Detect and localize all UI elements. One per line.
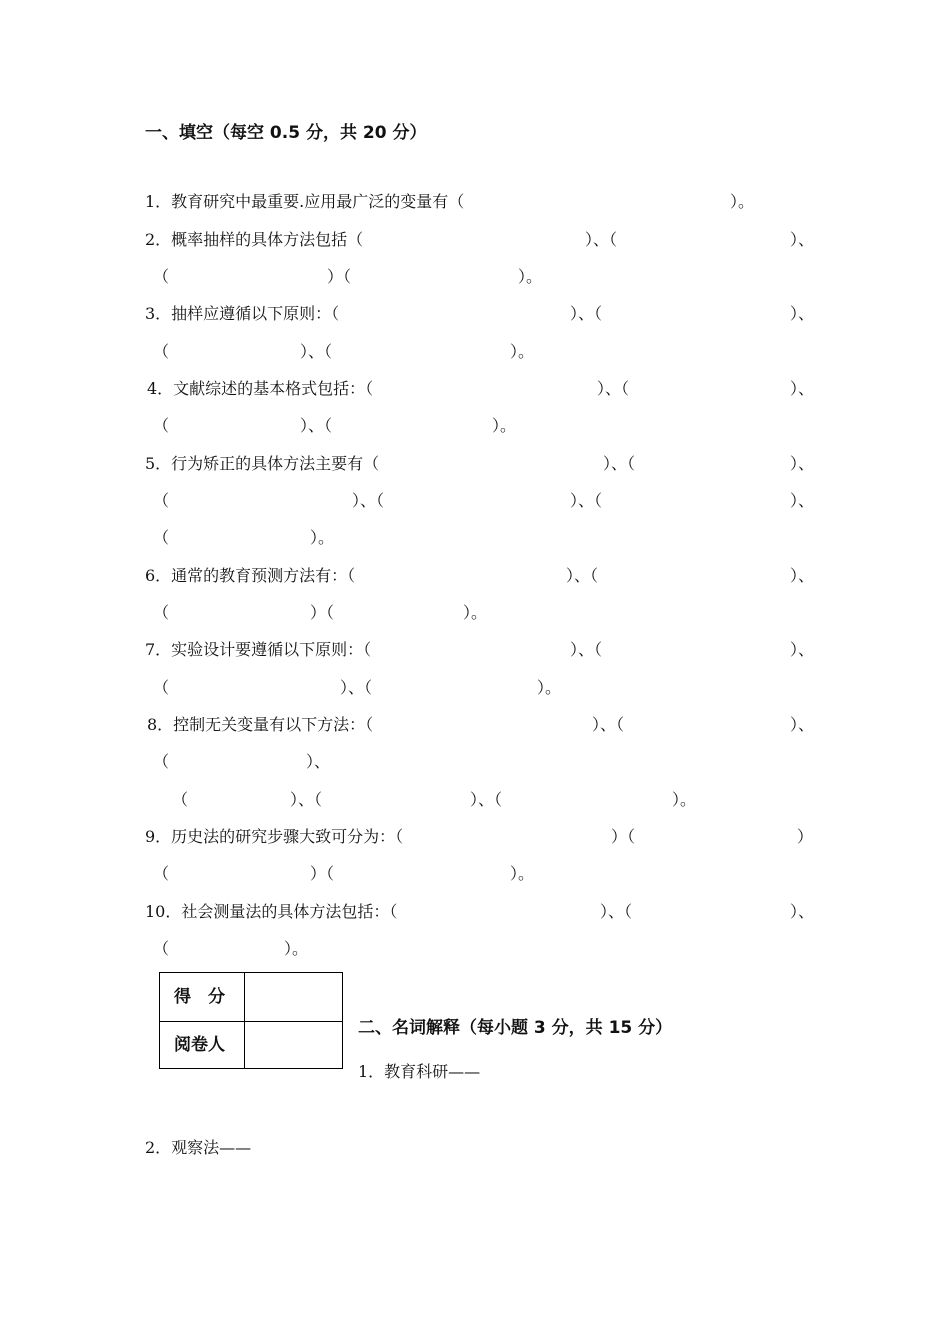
- question-text: 4．文献综述的基本格式包括：（: [147, 379, 374, 398]
- exam-page: 一、填空（每空 0.5 分，共 20 分） 1．教育研究中最重要.应用最广泛的变量有（ ）。 2．概率抽样的具体方法包括（ ）、（ ）、 （ ）（ ）。 3．抽样应遵循以下原则：（ ）、（ ）、 （ ）、（ ）。 4．文献综述的基本格式包括：（ ）、（ ）、 （ ）、（ ）。 5．行为矫正的具体方法主要有（ ）、（ ）、 （ ）、（ ）、（ ）、 （ ）。 6．通常的教育预测方法有：（ ）、（ ）、 （ ）（ ）。 7．实验设计要遵循以下原则：（ ）、（ ）、 （ ）、（ ）。 8．控制无关变量有以下方法：（ ）、（ ）、 （ ）、 （ ）、（ ）、（ ）。 9．历史法的研究步骤大致可分为：（ ）（ ） （ ）（ ）。 10．社会测量法的具体方法包括：（ ）、（ ）、 （ ）。 得 分 阅卷人 二、名词解释（每小题 3 分，共 15 分） 1．教育科研—— 2．观察法——: [0, 0, 950, 1344]
- score-row: [160, 973, 342, 1022]
- question-text: 3．抽样应遵循以下原则：（: [145, 304, 340, 323]
- blank-bracket: ）、: [306, 752, 331, 771]
- question-text: 8．控制无关变量有以下方法：（: [147, 715, 374, 734]
- question-line: [0, 526, 950, 550]
- question-line: [0, 564, 950, 588]
- question-text: （: [153, 491, 170, 510]
- grader-row: [160, 1021, 342, 1069]
- blank-bracket: ）、: [790, 715, 815, 734]
- blank-bracket: ）、: [790, 640, 815, 659]
- question-text: 6．通常的教育预测方法有：（: [145, 566, 356, 585]
- blank-bracket: ）、: [790, 491, 815, 510]
- question-text: （: [153, 603, 170, 622]
- question-line: [0, 750, 950, 774]
- blank-bracket: ）、（: [470, 790, 503, 809]
- question-line: [0, 788, 950, 812]
- blank-bracket: ）、（: [603, 454, 636, 473]
- blank-bracket: ）、（: [570, 640, 603, 659]
- question-line: [0, 825, 950, 849]
- question-text: （: [153, 864, 170, 883]
- question-line: [0, 340, 950, 364]
- section-2-heading: 二、名词解释（每小题 3 分，共 15 分）: [358, 1018, 673, 1038]
- question-text: 2．概率抽样的具体方法包括（: [145, 230, 364, 249]
- blank-bracket: ）、（: [570, 491, 603, 510]
- blank-bracket: ）: [797, 827, 814, 846]
- section-1-heading: 一、填空（每空 0.5 分，共 20 分）: [145, 123, 427, 143]
- score-box: [159, 972, 343, 1069]
- question-text: （: [153, 939, 170, 958]
- question-line: [0, 452, 950, 476]
- question-line: [0, 302, 950, 326]
- blank-bracket: ）、（: [340, 678, 373, 697]
- question-text: （: [172, 790, 189, 809]
- score-field[interactable]: [246, 973, 342, 1021]
- question-line: [0, 676, 950, 700]
- blank-bracket: ）、（: [600, 902, 633, 921]
- question-line: [0, 265, 950, 289]
- question-text: 1．教育研究中最重要.应用最广泛的变量有（: [145, 192, 465, 211]
- question-text: （: [153, 678, 170, 697]
- grader-label: 阅卷人: [160, 1021, 245, 1069]
- blank-bracket: ）、（: [570, 304, 603, 323]
- grader-field[interactable]: [246, 1021, 342, 1069]
- question-line: [0, 638, 950, 662]
- question-text: 9．历史法的研究步骤大致可分为：（: [145, 827, 404, 846]
- blank-bracket: ）。: [730, 192, 755, 211]
- blank-bracket: ）（: [310, 864, 335, 883]
- blank-bracket: ）、（: [352, 491, 385, 510]
- blank-bracket: ）。: [492, 416, 517, 435]
- blank-bracket: ）。: [518, 267, 543, 286]
- question-line: [0, 713, 950, 737]
- blank-bracket: ）、（: [300, 342, 333, 361]
- question-text: （: [153, 267, 170, 286]
- question-text: （: [153, 342, 170, 361]
- blank-bracket: ）。: [463, 603, 488, 622]
- question-text: （: [153, 752, 170, 771]
- blank-bracket: ）、: [790, 379, 815, 398]
- question-line: [0, 414, 950, 438]
- blank-bracket: ）、（: [290, 790, 323, 809]
- blank-bracket: ）（: [310, 603, 335, 622]
- question-line: [0, 601, 950, 625]
- question-line: [0, 377, 950, 401]
- question-line: [0, 937, 950, 961]
- blank-bracket: ）、: [790, 454, 815, 473]
- question-text: （: [153, 416, 170, 435]
- blank-bracket: ）、: [790, 566, 815, 585]
- score-label: 得 分: [160, 973, 245, 1021]
- blank-bracket: ）、（: [585, 230, 618, 249]
- blank-bracket: ）。: [510, 342, 535, 361]
- blank-bracket: ）。: [672, 790, 697, 809]
- blank-bracket: ）、: [790, 230, 815, 249]
- blank-bracket: ）、（: [300, 416, 333, 435]
- question-text: 7．实验设计要遵循以下原则：（: [145, 640, 372, 659]
- blank-bracket: ）、: [790, 902, 815, 921]
- blank-bracket: ）。: [510, 864, 535, 883]
- blank-bracket: ）（: [611, 827, 636, 846]
- question-line: [0, 228, 950, 252]
- blank-bracket: ）、（: [592, 715, 625, 734]
- question-text: 10．社会测量法的具体方法包括：（: [145, 902, 398, 921]
- question-line: [0, 900, 950, 924]
- blank-bracket: ）（: [327, 267, 352, 286]
- question-line: [0, 190, 950, 214]
- blank-bracket: ）、（: [566, 566, 599, 585]
- blank-bracket: ）。: [310, 528, 335, 547]
- question-text: （: [153, 528, 170, 547]
- blank-bracket: ）。: [284, 939, 309, 958]
- blank-bracket: ）。: [537, 678, 562, 697]
- question-text: 5．行为矫正的具体方法主要有（: [145, 454, 380, 473]
- question-line: [0, 862, 950, 886]
- question-line: [0, 489, 950, 513]
- blank-bracket: ）、: [790, 304, 815, 323]
- blank-bracket: ）、（: [597, 379, 630, 398]
